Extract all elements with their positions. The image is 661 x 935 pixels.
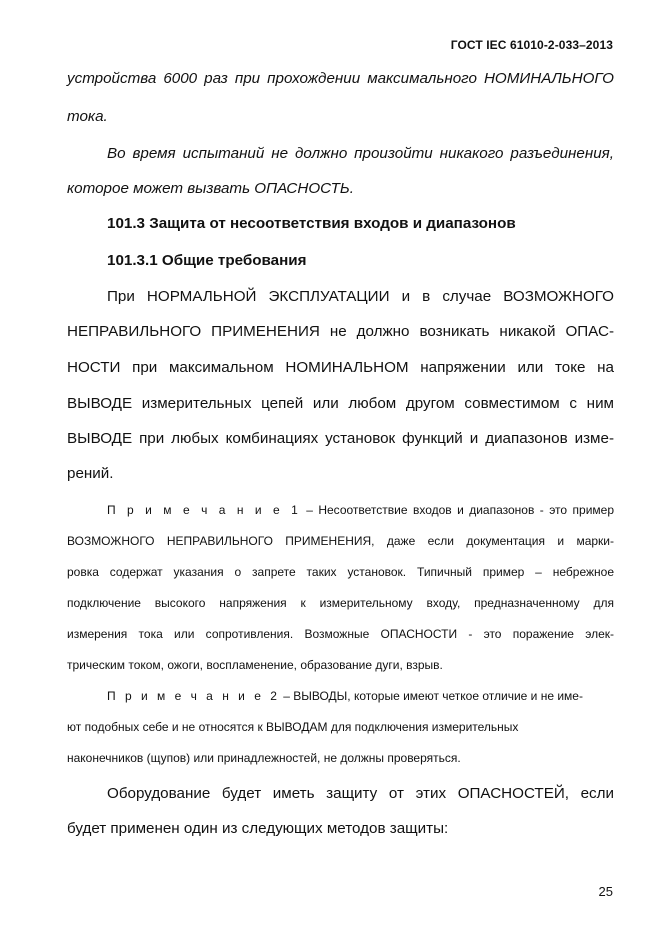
note2-line1-text: – ВЫВОДЫ, которые имеют четкое отличие и не име- xyxy=(279,689,583,703)
main-para-line3: НОСТИ при максимальном НОМИНАЛЬНОМ напряжении или токе на xyxy=(67,359,614,376)
standard-code-header: ГОСТ IEC 61010-2-033–2013 xyxy=(450,38,613,52)
main-para-line6: рений. xyxy=(67,465,114,482)
page-number: 25 xyxy=(598,884,613,899)
italic-para2-line2: которое может вызвать ОПАСНОСТЬ. xyxy=(67,180,354,197)
note1-line4: подключение высокого напряжения к измерительному входу, предназначенному для xyxy=(67,596,614,610)
italic-para1-line1: устройства 6000 раз при прохождении максимального НОМИНАЛЬНОГО xyxy=(67,70,614,87)
main-para-line1: При НОРМАЛЬНОЙ ЭКСПЛУАТАЦИИ и в случае ВОЗМОЖНОГО xyxy=(107,288,614,305)
section-heading-101-3: 101.3 Защита от несоответствия входов и диапазонов xyxy=(107,215,516,232)
main-para-line4: ВЫВОДЕ измерительных цепей или любом другом совместимом с ним xyxy=(67,395,614,412)
note1-line1 xyxy=(107,503,614,517)
italic-para1-line2: тока. xyxy=(67,108,108,125)
last-para-line1: Оборудование будет иметь защиту от этих ОПАСНОСТЕЙ, если xyxy=(107,785,614,802)
note2-line3: наконечников (щупов) или принадлежностей, не должны проверяться. xyxy=(67,751,461,765)
italic-para2-line1: Во время испытаний не должно произойти никакого разъединения, xyxy=(107,145,614,162)
note2-line1 xyxy=(107,689,614,703)
note1-line2: ВОЗМОЖНОГО НЕПРАВИЛЬНОГО ПРИМЕНЕНИЯ, даже если документация и марки- xyxy=(67,534,614,548)
note1-label: П р и м е ч а н и е 1 xyxy=(107,503,301,517)
section-heading-101-3-1: 101.3.1 Общие требования xyxy=(107,252,307,269)
note1-line1-text: – Несоответствие входов и диапазонов - это пример xyxy=(300,503,614,517)
note2-line2: ют подобных себе и не относятся к ВЫВОДАМ для подключения измерительных xyxy=(67,720,519,734)
main-para-line5: ВЫВОДЕ при любых комбинациях установок функций и диапазонов изме- xyxy=(67,430,614,447)
last-para-line2: будет применен один из следующих методов защиты: xyxy=(67,820,449,837)
note1-line3: ровка содержат указания о запрете таких установок. Типичный пример – небрежное xyxy=(67,565,614,579)
note1-line5: измерения тока или сопротивления. Возможные ОПАСНОСТИ - это поражение элек- xyxy=(67,627,614,641)
note2-label: П р и м е ч а н и е 2 xyxy=(107,689,280,703)
main-para-line2: НЕПРАВИЛЬНОГО ПРИМЕНЕНИЯ не должно возникать никакой ОПАС- xyxy=(67,323,614,340)
note1-line6: трическим током, ожоги, воспламенение, образование дуги, взрыв. xyxy=(67,658,443,672)
